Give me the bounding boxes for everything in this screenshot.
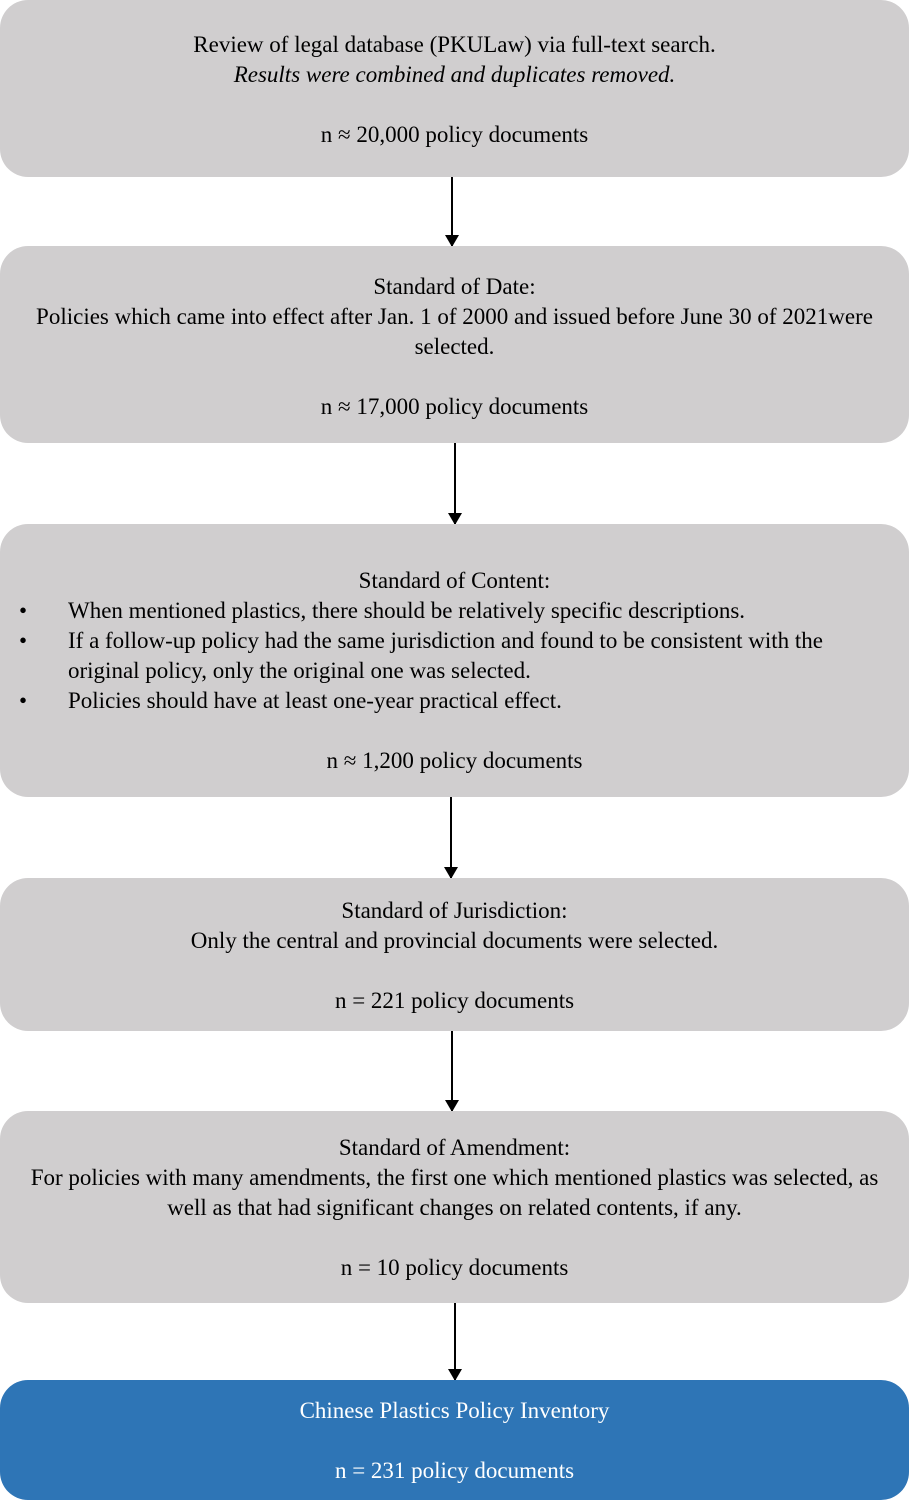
arrow-2 bbox=[454, 443, 456, 524]
step-standard-amendment bbox=[0, 1111, 909, 1303]
date-standard-title: Standard of Date: bbox=[373, 274, 536, 299]
bullet-marker: • bbox=[19, 598, 28, 623]
database-review-note: Results were combined and duplicates removed. bbox=[233, 62, 676, 87]
content-standard-count: n ≈ 1,200 policy documents bbox=[326, 748, 583, 773]
criteria-item bbox=[0, 596, 909, 626]
criteria-text: Policies should have at least one-year practical effect. bbox=[68, 688, 562, 713]
arrow-3 bbox=[450, 797, 452, 878]
step-standard-content bbox=[0, 524, 909, 797]
criteria-item bbox=[0, 686, 909, 716]
jurisdiction-standard-count: n = 221 policy documents bbox=[334, 988, 575, 1013]
arrow-4 bbox=[451, 1031, 453, 1111]
step-standard-date bbox=[0, 246, 909, 443]
jurisdiction-standard-title: Standard of Jurisdiction: bbox=[341, 898, 568, 923]
criteria-text: When mentioned plastics, there should be relatively specific descriptions. bbox=[68, 598, 746, 623]
database-review-count: n ≈ 20,000 policy documents bbox=[320, 122, 589, 147]
content-standard-title: Standard of Content: bbox=[358, 568, 551, 593]
date-standard-count: n ≈ 17,000 policy documents bbox=[320, 394, 589, 419]
arrow-5 bbox=[454, 1303, 456, 1380]
result-policy-inventory bbox=[0, 1380, 909, 1500]
date-standard-description: Policies which came into effect after Jan. 1 of 2000 and issued before June 30 of 2021were selected. bbox=[36, 304, 873, 359]
inventory-title: Chinese Plastics Policy Inventory bbox=[299, 1398, 610, 1423]
step-standard-jurisdiction bbox=[0, 878, 909, 1031]
amendment-standard-description: For policies with many amendments, the first one which mentioned plastics was selected, as well as that had significant changes on related contents, if any. bbox=[30, 1165, 879, 1220]
criteria-item bbox=[0, 626, 909, 686]
database-review-text: Review of legal database (PKULaw) via full-text search. bbox=[193, 32, 716, 57]
jurisdiction-standard-description: Only the central and provincial documents were selected. bbox=[190, 928, 719, 953]
bullet-marker: • bbox=[19, 688, 28, 713]
arrow-1 bbox=[451, 177, 453, 246]
criteria-text: If a follow-up policy had the same jurisdiction and found to be consistent with the original policy, only the original one was selected. bbox=[68, 628, 824, 683]
inventory-count: n = 231 policy documents bbox=[334, 1458, 575, 1483]
step-database-review bbox=[0, 0, 909, 177]
amendment-standard-title: Standard of Amendment: bbox=[338, 1135, 571, 1160]
content-standard-criteria bbox=[0, 596, 909, 716]
bullet-marker: • bbox=[19, 628, 28, 653]
amendment-standard-count: n = 10 policy documents bbox=[340, 1255, 569, 1280]
